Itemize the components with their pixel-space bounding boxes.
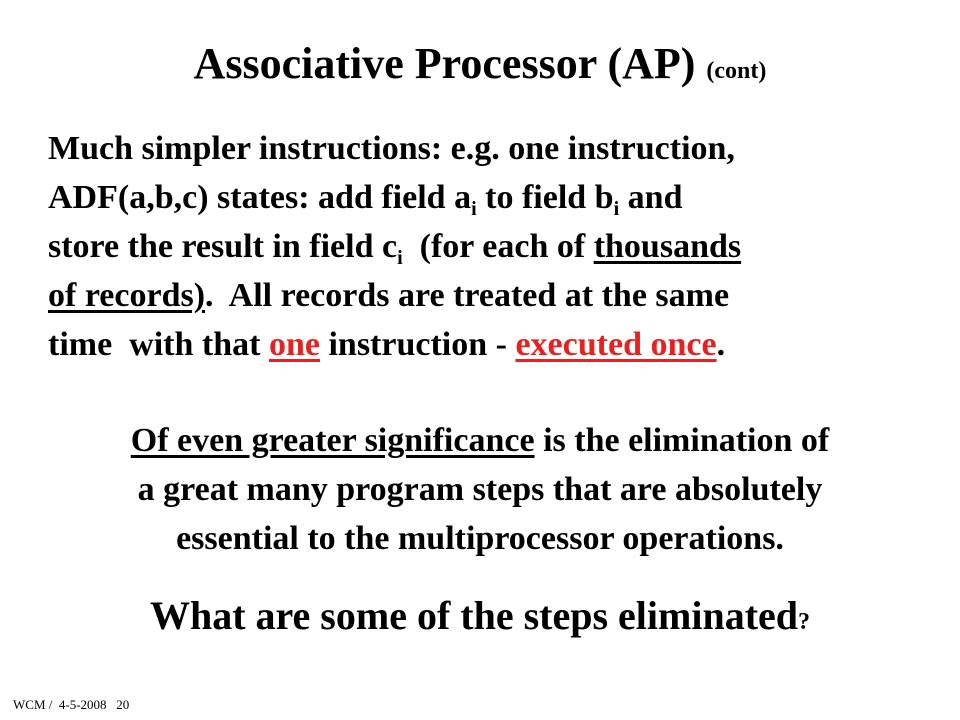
para1-text: (for each of — [402, 228, 594, 265]
para1-line-2 — [48, 173, 928, 222]
para1-text: to field b — [476, 179, 614, 216]
para1-line-4 — [48, 271, 928, 320]
para1-text: store the result in field c — [48, 228, 398, 265]
footer-text: WCM / 4-5-2008 20 — [13, 697, 130, 712]
question-mark: ? — [798, 609, 811, 635]
para2-text: is the elimination of — [534, 422, 830, 459]
para1-text: ADF(a,b,c) states: add field a — [48, 179, 472, 216]
para2-line-2 — [20, 465, 940, 514]
para1-text: instruction - — [319, 326, 516, 363]
subscript-i: i — [397, 247, 403, 269]
emphasis-executed-once: executed once — [515, 326, 717, 363]
para2-line-1 — [20, 416, 940, 465]
body-paragraph-2 — [20, 416, 940, 563]
para1-text: . — [716, 326, 726, 363]
para2-text: essential to the multiprocessor operations. — [176, 520, 784, 557]
slide-title — [0, 38, 960, 89]
para1-text: and — [619, 179, 683, 216]
body-paragraph-1 — [48, 124, 928, 369]
para1-line-5 — [48, 320, 928, 369]
para1-line-1 — [48, 124, 928, 173]
underlined-significance: Of even greater significance — [130, 422, 535, 459]
para2-line-3 — [20, 514, 940, 563]
para1-text: time with that — [48, 326, 269, 363]
underlined-of-records: of records) — [48, 277, 206, 314]
subscript-i: i — [613, 198, 620, 220]
title-main: Associative Processor (AP) — [193, 39, 696, 88]
footer-slide-info — [13, 697, 129, 713]
closing-question — [0, 592, 960, 639]
question-text: What are some of the steps eliminated — [149, 593, 799, 638]
emphasis-one: one — [268, 326, 320, 363]
para1-line-3 — [48, 222, 928, 271]
para1-text: Much simpler instructions: e.g. one instruction, — [48, 130, 735, 167]
underlined-thousands: thousands — [593, 228, 742, 265]
para2-text: a great many program steps that are absolutely — [137, 471, 823, 508]
subscript-i: i — [471, 198, 477, 220]
para1-text: . All records are treated at the same — [205, 277, 730, 314]
title-sub: (cont) — [706, 58, 767, 84]
